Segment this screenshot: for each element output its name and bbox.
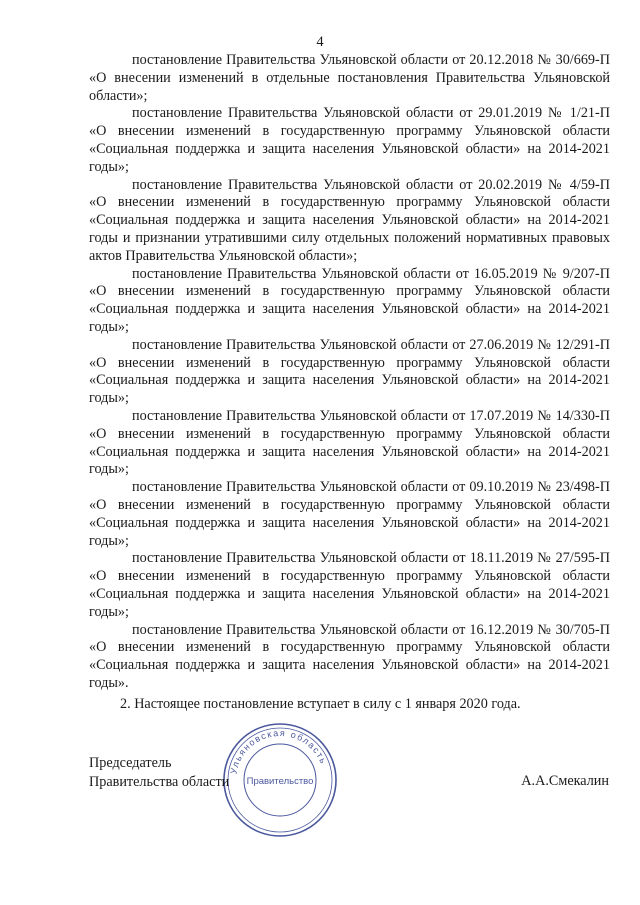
paragraph: постановление Правительства Ульяновской области от 20.12.2018 № 30/669-П «О внесении изменений в отдельные постановления Правительства Ульяновской области»; <box>89 52 610 104</box>
signatory-name: А.А.Смекалин <box>521 773 609 789</box>
seal-center-text: Правительство <box>246 776 314 787</box>
paragraph: постановление Правительства Ульяновской области от 29.01.2019 № 1/21-П «О внесении изменений в государственную программу Ульяновской области «Социальная поддержка и защита населения Ульяновской области» на 2014-2021 годы»; <box>89 105 610 175</box>
paragraph: постановление Правительства Ульяновской области от 20.02.2019 № 4/59-П «О внесении изменений в государственную программу Ульяновской области «Социальная поддержка и защита населения Ульяновской области» на 2014-2021 годы и признании утратившими силу отдельных положений нормативных правовых актов Правительства Ульяновской области»; <box>89 176 610 264</box>
signatory-title-line1: Председатель <box>89 755 172 771</box>
signatory-title <box>89 754 229 792</box>
signatory-title-line2: Правительства области <box>89 774 230 790</box>
seal-ring-text: Ульяновская область <box>228 727 329 775</box>
paragraph: постановление Правительства Ульяновской области от 17.07.2019 № 14/330-П «О внесении изменений в государственную программу Ульяновской области «Социальная поддержка и защита населения Ульяновской области» на 2014-2021 годы»; <box>89 407 610 478</box>
paragraph: постановление Правительства Ульяновской области от 27.06.2019 № 12/291-П «О внесении изменений в государственную программу Ульяновской области «Социальная поддержка и защита населения Ульяновской области» на 2014-2021 годы»; <box>89 336 610 407</box>
page-number: 4 <box>316 34 324 50</box>
official-seal <box>220 720 340 840</box>
paragraph: постановление Правительства Ульяновской области от 09.10.2019 № 23/498-П «О внесении изменений в государственную программу Ульяновской области «Социальная поддержка и защита населения Ульяновской области» на 2014-2021 годы»; <box>89 479 610 549</box>
paragraph: постановление Правительства Ульяновской области от 16.12.2019 № 30/705-П «О внесении изменений в государственную программу Ульяновской области «Социальная поддержка и защита населения Ульяновской области» на 2014-2021 годы». <box>89 621 610 691</box>
final-clause: 2. Настоящее постановление вступает в силу с 1 января 2020 года. <box>120 695 521 712</box>
paragraph: постановление Правительства Ульяновской области от 18.11.2019 № 27/595-П «О внесении изменений в государственную программу Ульяновской области «Социальная поддержка и защита населения Ульяновской области» на 2014-2021 годы»; <box>89 550 610 620</box>
paragraph: постановление Правительства Ульяновской области от 16.05.2019 № 9/207-П «О внесении изменений в государственную программу Ульяновской области «Социальная поддержка и защита населения Ульяновской области» на 2014-2021 годы»; <box>89 265 610 335</box>
document-body <box>89 52 610 713</box>
